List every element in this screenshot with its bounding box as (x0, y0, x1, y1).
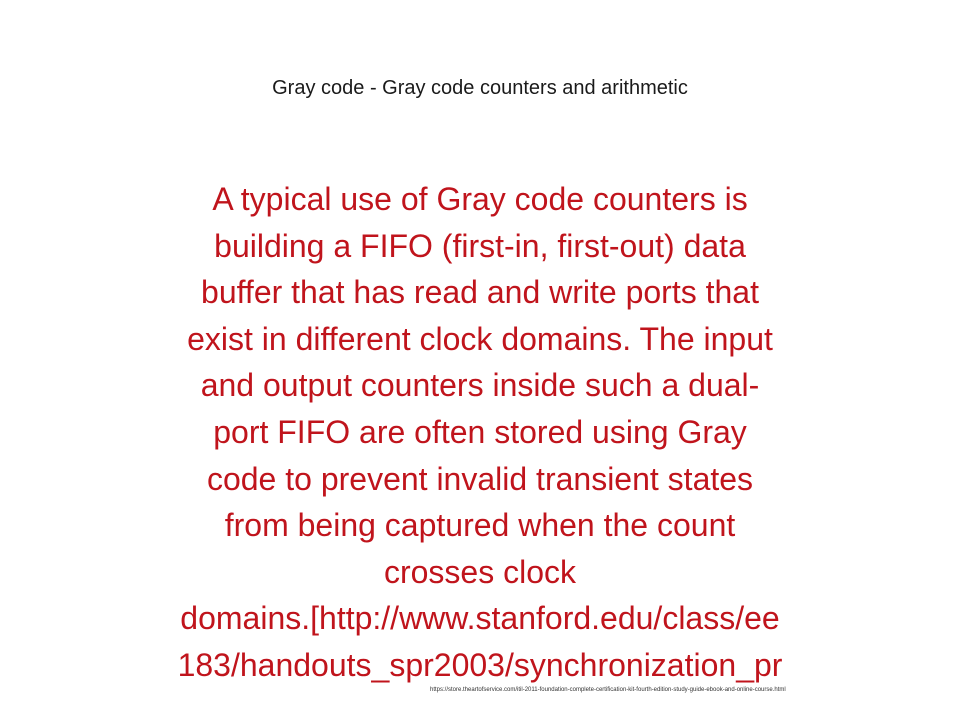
body-line: code to prevent invalid transient states (206, 460, 754, 497)
body-line: from being captured when the count (224, 507, 736, 544)
body-line: and output counters inside such a dual- (200, 367, 760, 404)
body-line: crosses clock (383, 553, 577, 590)
body-line: building a FIFO (first-in, first-out) data (214, 227, 746, 264)
body-line: buffer that has read and write ports that (201, 274, 759, 311)
body-line: port FIFO are often stored using Gray (213, 413, 747, 450)
body-line: A typical use of Gray code counters is (212, 181, 748, 217)
body-line: 183/handouts_spr2003/synchronization_pr (177, 646, 783, 683)
slide-body-text (88, 176, 872, 689)
body-line: domains.[http://www.stanford.edu/class/ee (180, 600, 780, 637)
body-line: exist in different clock domains. The input (187, 320, 773, 357)
source-url-link[interactable]: https://store.theartofservice.com/itil-2011-foundation-complete-certification-kit-fourth-edition-study-guide-ebook-and-online-course.html (430, 687, 786, 693)
slide-title: Gray code - Gray code counters and arithmetic (272, 77, 688, 99)
